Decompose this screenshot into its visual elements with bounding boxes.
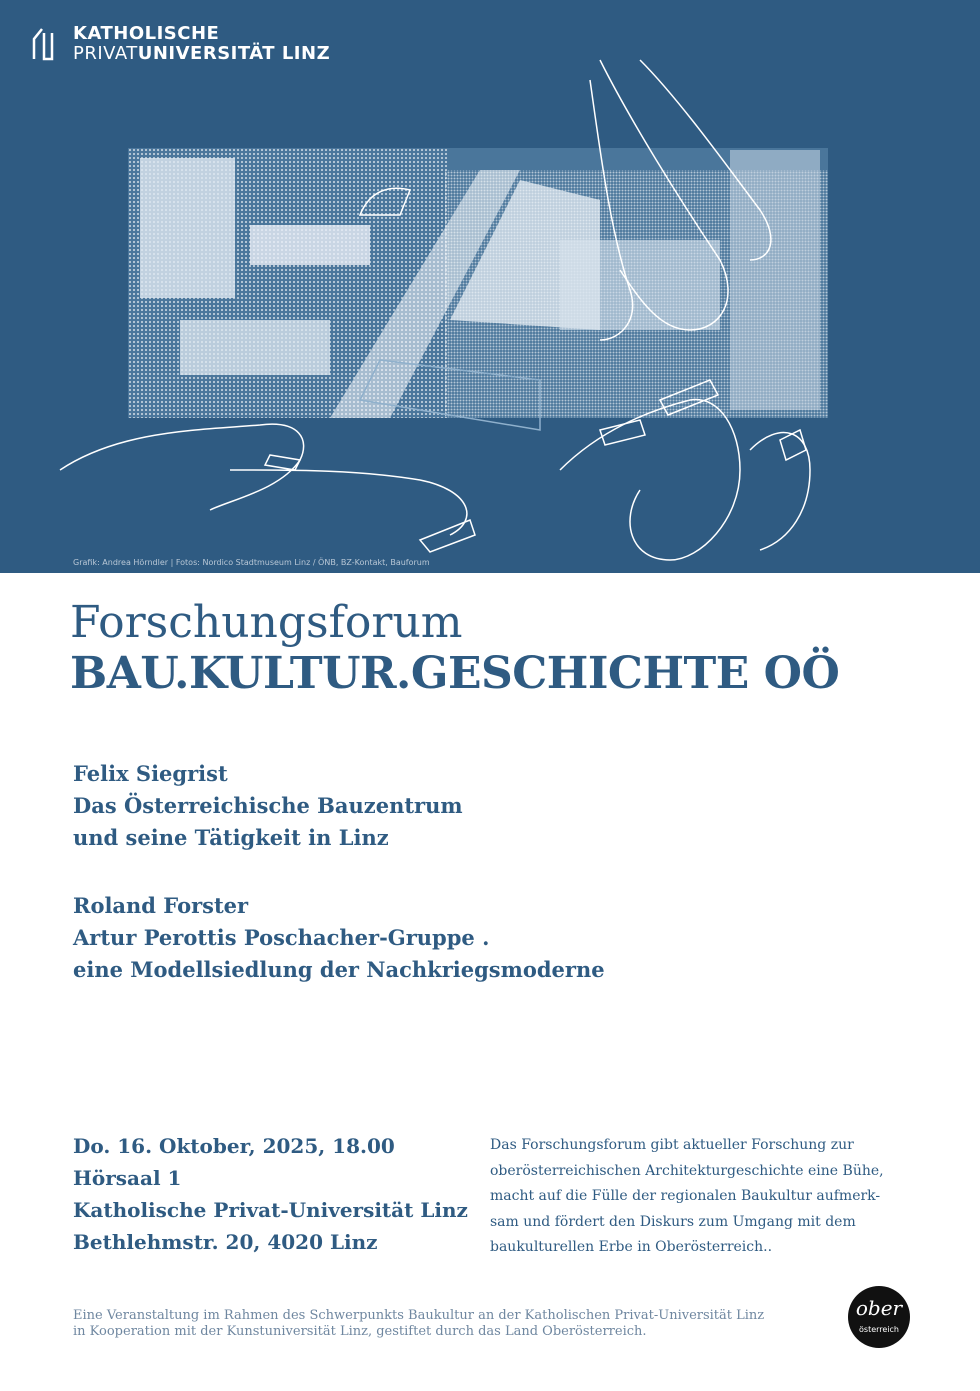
footer-line-1: Eine Veranstaltung im Rahmen des Schwerpunkts Baukultur an der Katholischen Privat-Universität Linz [73,1308,765,1323]
logo-line-2-bold: UNIVERSITÄT LINZ [137,43,331,64]
university-logo-text [73,24,330,64]
talk-2-title-line-2: eine Modellsiedlung der Nachkriegsmoderne [73,957,605,982]
title-line-1: Forschungsforum [70,597,463,648]
description-line: baukulturellen Erbe in Oberösterreich.. [490,1239,773,1255]
badge-top-text: ober [855,1296,903,1320]
image-credit: Grafik: Andrea Hörndler | Fotos: Nordico Stadtmuseum Linz / ÖNB, BZ-Kontakt, Bauforum [73,558,430,567]
badge-bottom-text: österreich [859,1325,899,1334]
description-line: sam und fördert den Diskurs zum Umgang mit dem [490,1213,856,1230]
talk-2-speaker: Roland Forster [73,893,249,918]
hero-graphic [0,0,980,573]
logo-line-2 [73,44,330,64]
event-venue: Katholische Privat-Universität Linz [73,1198,468,1222]
talk-1-title-line-2: und seine Tätigkeit in Linz [73,825,389,850]
logo-line-2-thin: PRIVAT [73,43,138,64]
talk-2-title-line-1: Artur Perottis Poschacher-Gruppe . [73,925,490,950]
event-description [490,1133,920,1261]
event-room: Hörsaal 1 [73,1166,182,1190]
oberoesterreich-logo [848,1286,910,1348]
collage-illustration [0,0,980,573]
talk-1-speaker: Felix Siegrist [73,761,228,786]
page-title [70,598,839,700]
talk-1-title-line-1: Das Österreichische Bauzentrum [73,793,463,818]
event-details [73,1130,468,1258]
description-line: macht auf die Fülle der regionalen Baukultur aufmerk- [490,1188,881,1204]
footer-line-2: in Kooperation mit der Kunstuniversität Linz, gestiftet durch das Land Oberösterreich. [73,1324,647,1339]
talk-2 [73,890,605,986]
talk-1 [73,758,463,854]
footer-note [73,1308,764,1340]
description-line: Das Forschungsforum gibt aktueller Forschung zur [490,1137,854,1153]
description-line: oberösterreichischen Architekturgeschichte eine Bühe, [490,1162,884,1179]
title-line-2: BAU.KULTUR.GESCHICHTE OÖ [70,648,840,699]
event-date: Do. 16. Oktober, 2025, 18.00 [73,1134,395,1158]
event-address: Bethlehmstr. 20, 4020 Linz [73,1230,378,1254]
university-logo-icon [30,27,56,61]
logo-line-1: KATHOLISCHE [73,23,220,44]
